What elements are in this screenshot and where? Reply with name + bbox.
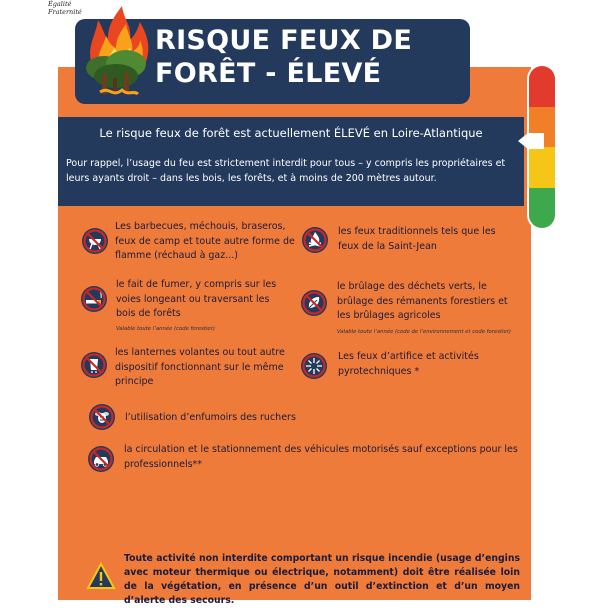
- barbecue-prohibited-icon: [81, 227, 109, 255]
- fireworks-prohibited-icon: [300, 352, 328, 380]
- prohibition-text: le fait de fumer, y compris sur les voies longeant ou traversant les bois de forêts: [116, 279, 277, 319]
- info-headline: Le risque feux de forêt est actuellement ÉLEVÉ en Loire-Atlantique: [99, 126, 483, 140]
- green-waste-burning-prohibited-icon: [300, 289, 328, 317]
- forest-fire-icon: [82, 6, 154, 102]
- motto-line: Fraternité: [48, 8, 82, 16]
- warning-triangle-icon: [86, 562, 116, 590]
- prohibition-text: l’utilisation d’enfumoirs des ruchers: [125, 412, 296, 423]
- prohibition-text: Les feux d’artifice et activités pyrotechniques *: [338, 351, 479, 377]
- prohibition-text: Les barbecues, méchouis, braseros, feux de camp et toute autre forme de flamme (réchaud à gaz...): [115, 221, 295, 261]
- risk-level-yellow: [529, 147, 555, 188]
- motto-line: Égalité: [48, 0, 72, 8]
- title-line: FORÊT - ÉLEVÉ: [155, 58, 382, 89]
- sky-lantern-prohibited-icon: [80, 351, 108, 379]
- risk-level-green: [529, 188, 555, 229]
- title-line: RISQUE FEUX DE: [155, 25, 413, 56]
- info-body: Pour rappel, l’usage du feu est strictement interdit pour tous – y compris les propriétaires et leurs ayants droit – dans les bois, les forêts, et à moins de 200 mètres autour.: [66, 158, 506, 184]
- warning-text: Toute activité non interdite comportant un risque incendie (usage d’engins avec moteur thermique ou électrique, notamment) doit être réalisée loin de la végétation, en présence d’un outil d’extinction et d’un moyen d’alerte des secours.: [124, 553, 520, 606]
- prohibition-note: Valable toute l’année (code de l’environnement et code forestier): [337, 329, 512, 335]
- cigarette-prohibited-icon: [80, 285, 108, 313]
- prohibition-text: les lanternes volantes ou tout autre dispositif fonctionnant sur le même principe: [115, 347, 285, 387]
- campfire-prohibited-icon: [301, 226, 329, 254]
- info-box: [58, 117, 524, 206]
- prohibition-text: les feux traditionnels tels que les feux de la Saint-Jean: [338, 226, 496, 252]
- prohibition-text: le brûlage des déchets verts, le brûlage des rémanents forestiers et les brûlages agricoles: [337, 281, 508, 321]
- prohibition-text: la circulation et le stationnement des véhicules motorisés sauf exceptions pour les professionnels**: [124, 444, 518, 470]
- risk-pointer-icon: [516, 131, 546, 151]
- republic-motto: [48, 0, 82, 16]
- vehicle-prohibited-icon: [87, 445, 115, 473]
- page-title: [155, 24, 475, 90]
- prohibition-note: Valable toute l’année (code forestier): [116, 326, 215, 332]
- risk-level-red: [529, 66, 555, 107]
- beehive-smoker-prohibited-icon: [88, 403, 116, 431]
